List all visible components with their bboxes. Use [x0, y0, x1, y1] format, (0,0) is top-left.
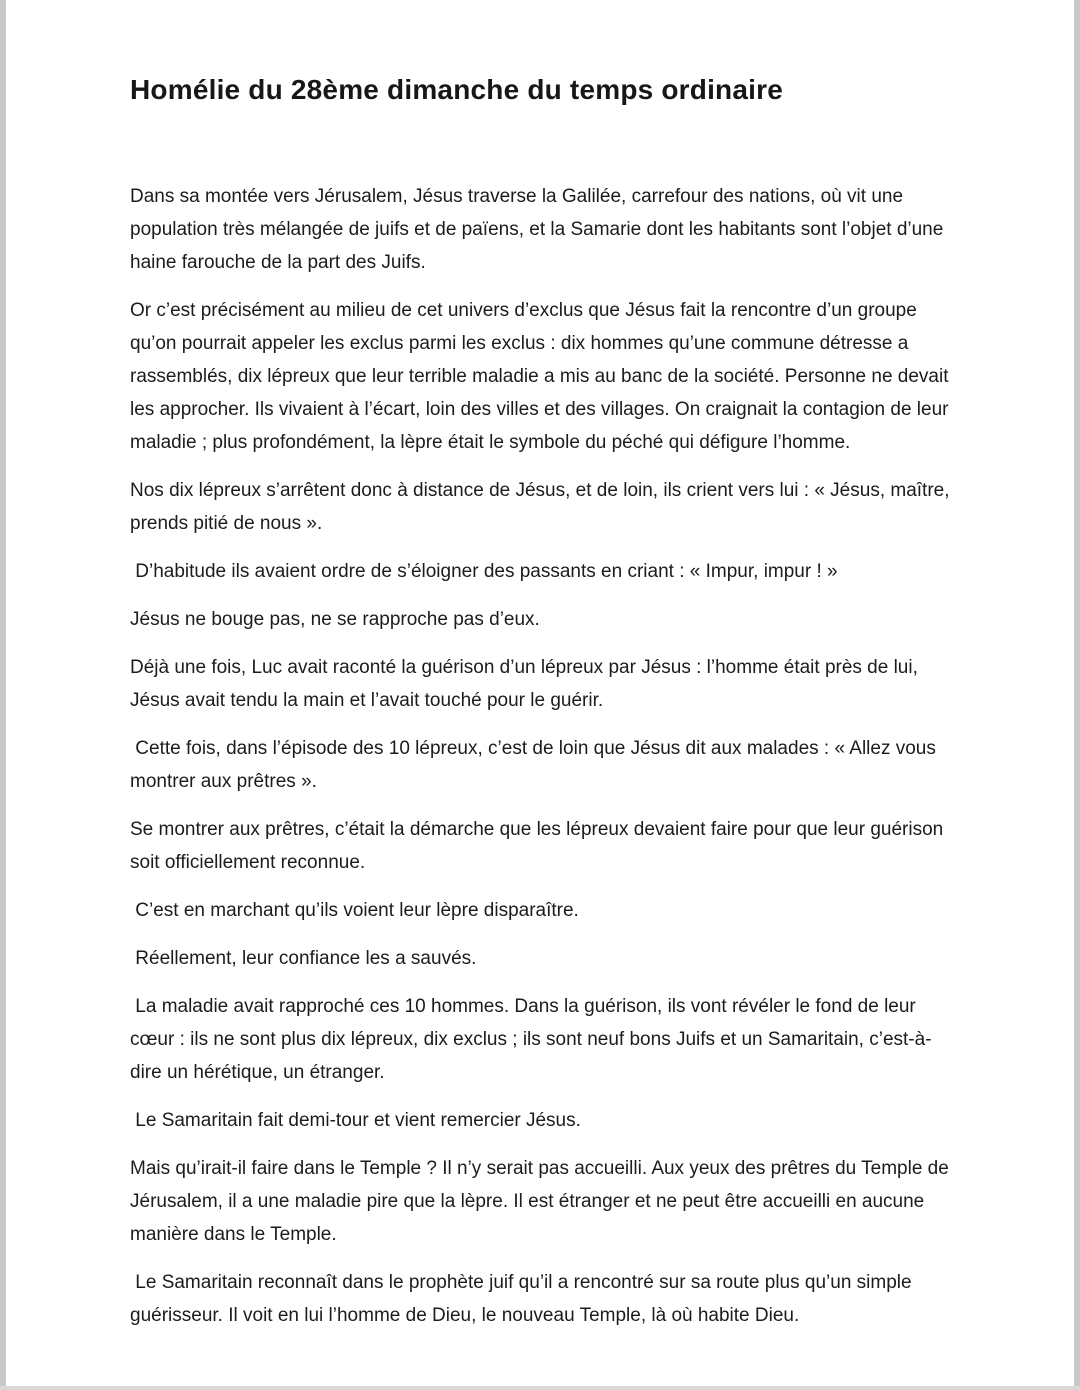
paragraph: Réellement, leur confiance les a sauvés. — [130, 948, 477, 969]
paragraph: La maladie avait rapproché ces 10 hommes. Dans la guérison, ils vont révéler le fond de leur cœur : ils ne sont plus dix lépreux, dix exclus ; ils sont neuf bons Juifs et un Samaritain, c’est-à-dire un hérétique, un étranger. — [130, 996, 932, 1083]
document-body — [130, 180, 955, 1332]
paragraph: Le Samaritain reconnaît dans le prophète juif qu’il a rencontré sur sa route plus qu’un simple guérisseur. Il voit en lui l’homme de Dieu, le nouveau Temple, là où habite Dieu. — [130, 1272, 917, 1326]
paragraph: Dans sa montée vers Jérusalem, Jésus traverse la Galilée, carrefour des nations, où vit une population très mélangée de juifs et de païens, et la Samarie dont les habitants sont l’objet d’une haine farouche de la part des Juifs. — [130, 186, 949, 273]
paragraph: Déjà une fois, Luc avait raconté la guérison d’un lépreux par Jésus : l’homme était près de lui, Jésus avait tendu la main et l’avait touché pour le guérir. — [130, 657, 924, 711]
paragraph: Mais qu’irait-il faire dans le Temple ? Il n’y serait pas accueilli. Aux yeux des prêtres du Temple de Jérusalem, il a une maladie pire que la lèpre. Il est étranger et ne peut être accueilli en aucune manière dans le Temple. — [130, 1158, 955, 1245]
paragraph: Or c’est précisément au milieu de cet univers d’exclus que Jésus fait la rencontre d’un groupe qu’on pourrait appeler les exclus parmi les exclus : dix hommes qu’une commune détresse a rassemblés, dix lépreux que leur terrible maladie a mis au banc de la société. Personne ne devait les approcher. Ils vivaient à l’écart, loin des villes et des villages. On craignait la contagion de leur maladie ; plus profondément, la lèpre était le symbole du péché qui défigure l’homme. — [130, 300, 954, 453]
paragraph: C’est en marchant qu’ils voient leur lèpre disparaître. — [130, 900, 579, 921]
document-title: Homélie du 28ème dimanche du temps ordinaire — [130, 74, 783, 105]
paragraph: Se montrer aux prêtres, c’était la démarche que les lépreux devaient faire pour que leur guérison soit officiellement reconnue. — [130, 819, 949, 873]
paragraph: D’habitude ils avaient ordre de s’éloigner des passants en criant : « Impur, impur ! » — [130, 561, 838, 582]
paragraph: Nos dix lépreux s’arrêtent donc à distance de Jésus, et de loin, ils crient vers lui : « Jésus, maître, prends pitié de nous ». — [130, 480, 955, 534]
paragraph: Le Samaritain fait demi-tour et vient remercier Jésus. — [130, 1110, 581, 1131]
paragraph: Cette fois, dans l’épisode des 10 lépreux, c’est de loin que Jésus dit aux malades : « Allez vous montrer aux prêtres ». — [130, 738, 942, 792]
paragraph: Jésus ne bouge pas, ne se rapproche pas d’eux. — [130, 609, 540, 630]
viewer-bottom-edge — [0, 1386, 1080, 1390]
